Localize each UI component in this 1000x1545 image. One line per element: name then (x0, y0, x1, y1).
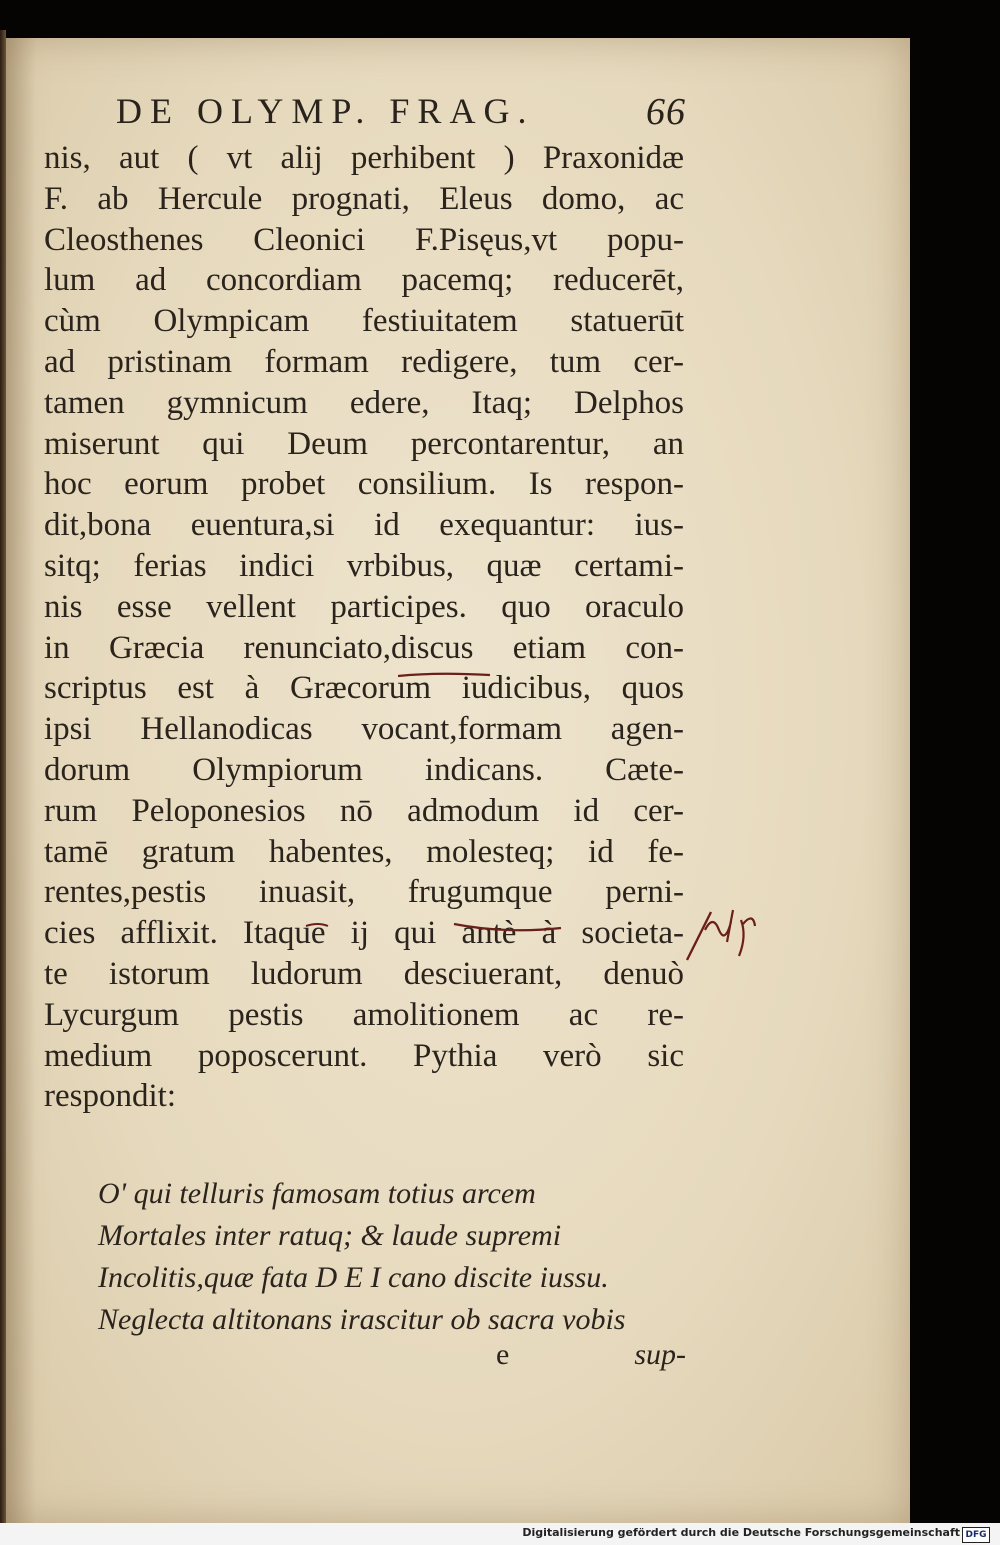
text-line: scriptus est à Græcorum iudicibus, quos (44, 670, 684, 707)
text-line: tamen gymnicum edere, Itaq; Delphos (44, 384, 684, 421)
digitization-footer (0, 1523, 1000, 1545)
verse-block (98, 1173, 678, 1341)
text-line: medium poposcerunt. Pythia verò sic (44, 1037, 684, 1074)
text-line: sitq; ferias indici vrbibus, quæ certami- (44, 547, 684, 584)
funding-credit: Digitalisierung gefördert durch die Deutsche Forschungsgemeinschaft (522, 1526, 960, 1539)
text-line: ipsi Hellanodicas vocant,formam agen- (44, 711, 684, 748)
text-line: Lycurgum pestis amolitionem ac re- (44, 996, 684, 1033)
verse-line: Mortales inter ratuq; & laude supremi (98, 1219, 562, 1252)
signature-mark: e (496, 1338, 510, 1371)
book-page (6, 38, 910, 1524)
text-line: dorum Olympiorum indicans. Cæte- (44, 751, 684, 788)
catchword: sup- (634, 1338, 686, 1371)
text-line: rentes,pestis inuasit, frugumque perni- (44, 874, 684, 911)
text-line: rum Peloponesios nō admodum id cer- (44, 792, 684, 829)
verse-line: O' qui telluris famosam totius arcem (98, 1177, 536, 1210)
text-line: dit,bona euentura,si id exequantur: ius- (44, 507, 684, 544)
text-line: Cleosthenes Cleonici F.Pisęus,vt popu- (44, 221, 684, 258)
handwritten-margin-note (681, 900, 771, 970)
page-number: 66 (646, 91, 686, 133)
text-line: in Græcia renunciato,discus etiam con- (44, 629, 684, 666)
text-line: cùm Olympicam festiuitatem statuerūt (44, 303, 684, 340)
text-line: tamē gratum habentes, molesteq; id fe- (44, 833, 684, 870)
text-line: miserunt qui Deum percontarentur, an (44, 425, 684, 462)
text-line: nis esse vellent participes. quo oraculo (44, 588, 684, 625)
text-line: F. ab Hercule prognati, Eleus domo, ac (44, 180, 684, 217)
text-line: ad pristinam formam redigere, tum cer- (44, 343, 684, 380)
text-line: lum ad concordiam pacemq; reducerēt, (44, 262, 684, 299)
text-line: respondit: (44, 1078, 176, 1115)
verse-line: Neglecta altitonans irascitur ob sacra vobis (98, 1303, 626, 1336)
text-line: nis, aut ( vt alij perhibent ) Praxonidæ (44, 140, 684, 176)
dfg-logo: DFG (962, 1527, 990, 1543)
text-line: te istorum ludorum desciuerant, denuò (44, 955, 684, 992)
text-line: hoc eorum probet consilium. Is respon- (44, 466, 684, 503)
catchword-line (496, 1338, 686, 1378)
text-line: cies afflixit. Itaque ij qui antè à societa- (44, 915, 684, 952)
running-title: DE OLYMP. FRAG. (116, 91, 535, 131)
verse-line: Incolitis,quæ fata D E I cano discite iussu. (98, 1261, 609, 1294)
